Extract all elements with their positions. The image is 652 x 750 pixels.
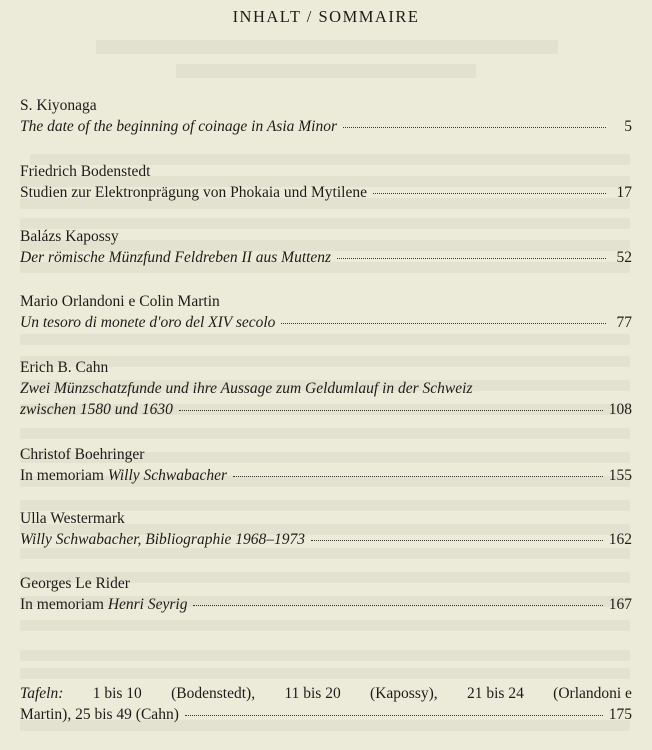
toc-entry-cahn <box>20 358 632 420</box>
page-title: INHALT / SOMMAIRE <box>232 7 420 26</box>
toc-entry-orlandoni-martin <box>20 292 632 333</box>
tafeln-word: (Bodenstedt), <box>171 685 256 702</box>
tafeln-word: (Kapossy), <box>370 685 438 702</box>
entry-author: S. Kiyonaga <box>20 97 97 114</box>
leader-dots <box>185 715 603 716</box>
toc-entry-tafeln <box>20 683 632 725</box>
entry-title: The date of the beginning of coinage in Asia Minor <box>20 118 338 135</box>
entry-author: Erich B. Cahn <box>20 359 109 376</box>
toc-entry-bodenstedt <box>20 162 632 203</box>
entry-title-line-1: Zwei Münzschatzfunde und ihre Aussage zum Geldumlauf in der Schweiz <box>20 380 473 397</box>
entry-author: Georges Le Rider <box>20 575 130 592</box>
entry-title-prefix: In memoriam <box>20 596 108 613</box>
entry-author: Balázs Kapossy <box>20 228 119 245</box>
tafeln-word: 21 bis 24 <box>466 685 524 702</box>
toc-entry-boehringer <box>20 445 632 486</box>
leader-dots <box>281 323 606 324</box>
leader-dots <box>343 127 606 128</box>
entry-title-line <box>20 594 632 615</box>
entry-page-number: 17 <box>616 184 632 201</box>
entry-title-line <box>20 465 632 486</box>
leader-dots <box>179 410 603 411</box>
entry-author: Mario Orlandoni e Colin Martin <box>20 293 220 310</box>
toc-entry-kiyonaga <box>20 96 632 137</box>
tafeln-line-2-text: Martin), 25 bis 49 (Cahn) <box>20 706 179 723</box>
entry-title <box>20 465 227 486</box>
entry-title-line <box>20 529 632 550</box>
entry-title-name: Willy Schwabacher <box>107 467 228 484</box>
entry-title-prefix: In memoriam <box>20 467 108 484</box>
tafeln-word: 1 bis 10 <box>92 685 142 702</box>
entry-title-line <box>20 399 632 420</box>
leader-dots <box>193 605 602 606</box>
tafeln-label: Tafeln: <box>20 685 64 702</box>
entry-title-name: Henri Seyrig <box>107 596 188 613</box>
entry-author: Friedrich Bodenstedt <box>20 163 151 180</box>
entry-page-number: 52 <box>616 249 632 266</box>
entry-page-number: 155 <box>608 467 632 484</box>
tafeln-line-2 <box>20 704 632 725</box>
toc-entry-westermark <box>20 509 632 550</box>
entry-title-line <box>20 247 632 268</box>
entry-title: Un tesoro di monete d'oro del XIV secolo <box>20 314 276 331</box>
leader-dots <box>311 540 603 541</box>
entry-title-line <box>20 182 632 203</box>
entry-page-number: 5 <box>624 118 632 135</box>
entry-title-line <box>20 312 632 333</box>
entry-title-line <box>20 116 632 137</box>
tafeln-word: 11 bis 20 <box>284 685 341 702</box>
leader-dots <box>233 476 603 477</box>
entry-title: Der römische Münzfund Feldreben II aus Muttenz <box>20 249 332 266</box>
entry-title-line-2: zwischen 1580 und 1630 <box>20 401 173 418</box>
leader-dots <box>337 258 606 259</box>
entry-page-number: 175 <box>608 706 632 723</box>
toc-entry-kapossy <box>20 227 632 268</box>
toc-entry-le-rider <box>20 574 632 615</box>
entry-author: Christof Boehringer <box>20 446 145 463</box>
entry-title: Willy Schwabacher, Bibliographie 1968–1973 <box>20 531 306 548</box>
entry-page-number: 77 <box>616 314 632 331</box>
entry-page-number: 108 <box>608 401 632 418</box>
entry-title <box>20 594 187 615</box>
entry-page-number: 162 <box>608 531 632 548</box>
tafeln-word: (Orlandoni e <box>553 685 632 702</box>
tafeln-line-1 <box>20 683 632 704</box>
leader-dots <box>373 193 606 194</box>
entry-author: Ulla Westermark <box>20 510 125 527</box>
entry-title: Studien zur Elektronprägung von Phokaia und Mytilene <box>20 184 367 201</box>
entry-page-number: 167 <box>608 596 632 613</box>
